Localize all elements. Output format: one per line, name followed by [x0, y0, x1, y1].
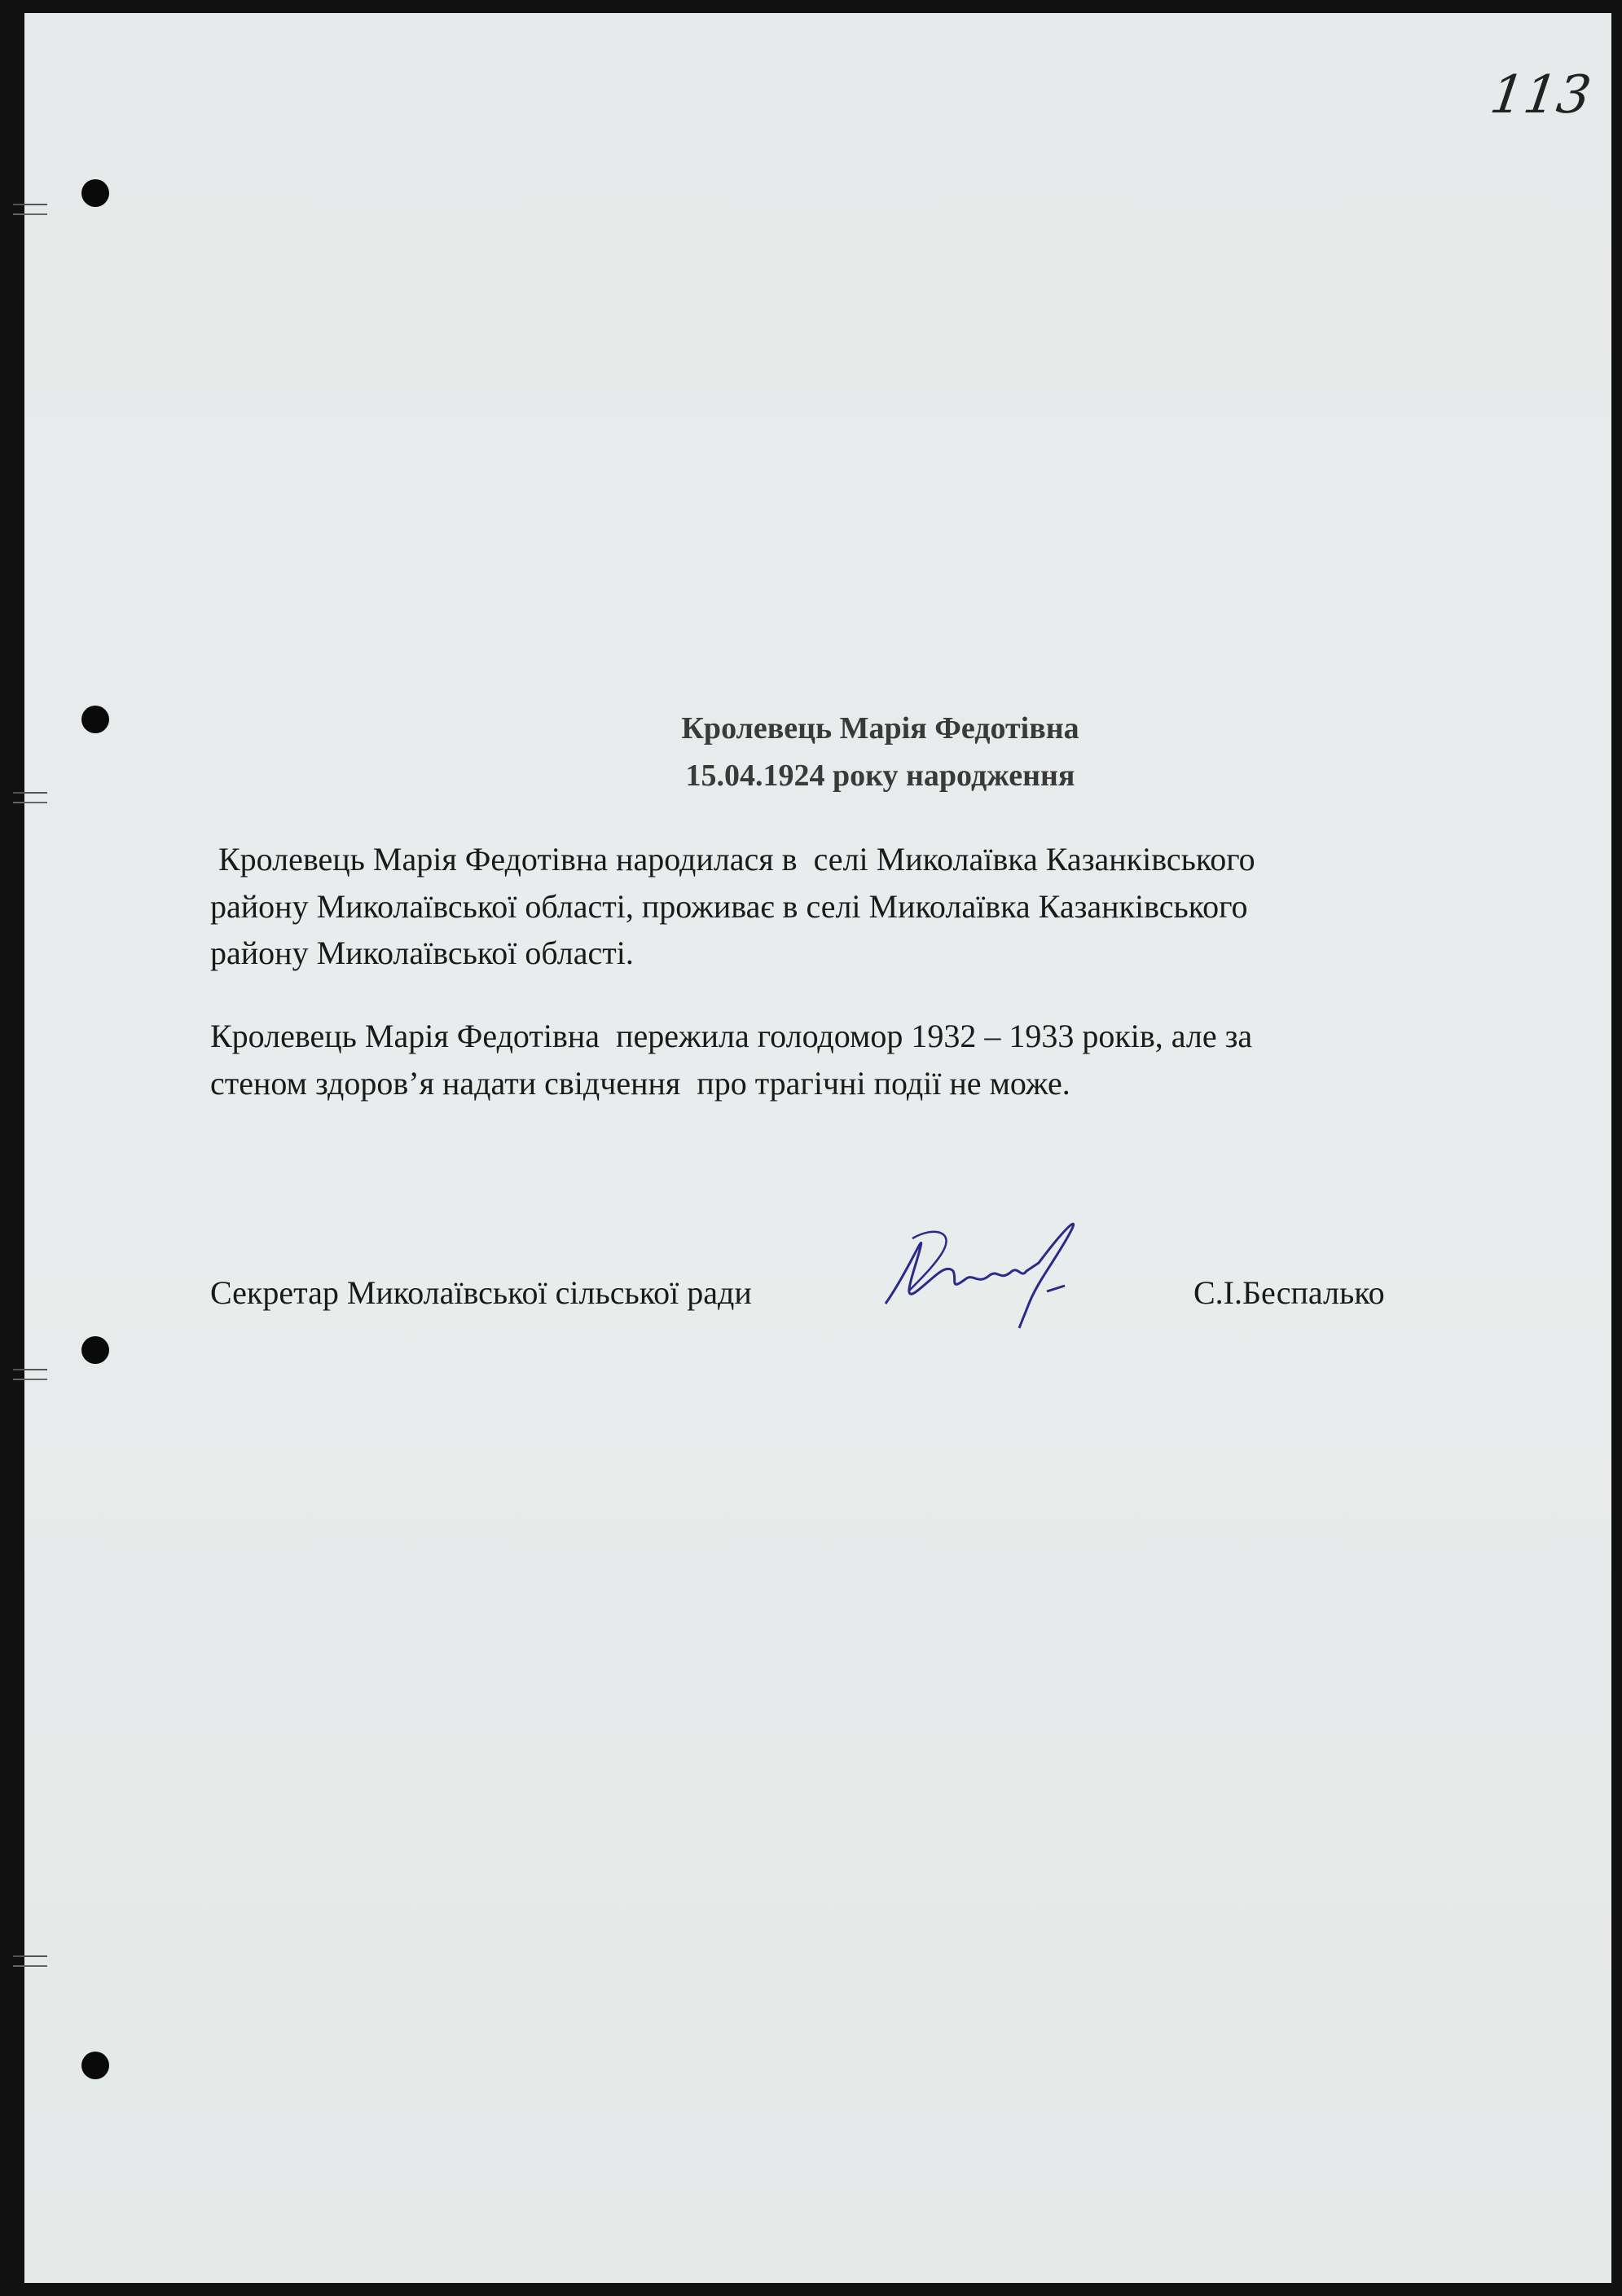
page-number: 113	[1486, 65, 1595, 125]
binding-mark	[13, 204, 47, 215]
text-line: району Миколаївської області.	[210, 935, 634, 971]
paragraph-birthplace	[210, 836, 1255, 977]
punch-hole	[81, 1336, 109, 1364]
binding-mark	[13, 1955, 47, 1967]
heading-name: Кролевець Марія Федотівна	[681, 711, 1079, 746]
signatory-name: С.І.Беспалько	[1193, 1274, 1385, 1311]
punch-hole	[81, 179, 109, 207]
text-line: стеном здоров’я надати свідчення про трагічні події не може.	[210, 1064, 1070, 1102]
binding-mark	[13, 1369, 47, 1380]
text-line: району Миколаївської області, проживає в селі Миколаївка Казанківського	[210, 887, 1248, 925]
punch-hole	[81, 2052, 109, 2079]
paragraph-statement	[210, 1013, 1252, 1106]
heading-birth-date: 15.04.1924 року народження	[685, 759, 1075, 793]
document-heading	[0, 705, 1622, 799]
handwritten-signature	[876, 1214, 1145, 1336]
signatory-position: Секретар Миколаївської сільської ради	[210, 1274, 752, 1311]
document-page	[24, 13, 1611, 2283]
text-line: Кролевець Марія Федотівна народилася в селі Миколаївка Казанківського	[210, 841, 1255, 877]
text-line: Кролевець Марія Федотівна пережила голодомор 1932 – 1933 років, але за	[210, 1018, 1253, 1054]
